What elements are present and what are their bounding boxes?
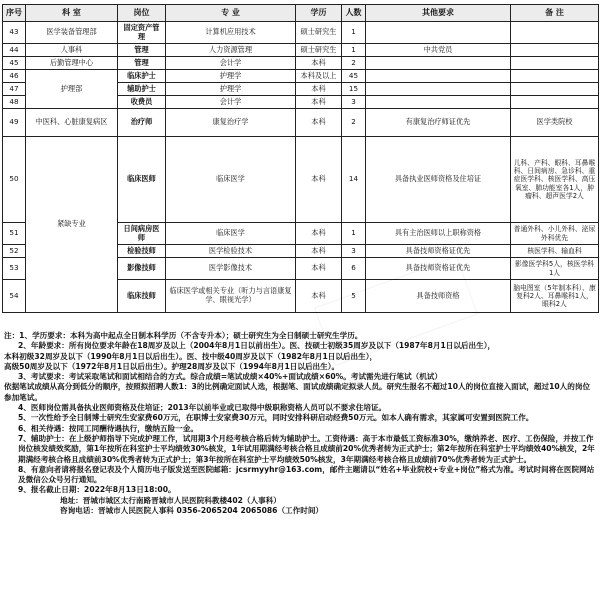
edu-cell: 本科: [296, 109, 342, 137]
count-cell: 45: [342, 70, 366, 83]
note-line: 9、报名截止日期：2022年8月13日18:00。: [18, 485, 176, 495]
row-number: 52: [3, 245, 26, 258]
header-cell: 备 注: [511, 5, 599, 22]
note-line: 4、医师岗位需具备执业医师资格及住培证；2013年以前毕业或已取得中级职称资格人员可以不要求住培证。: [18, 403, 387, 413]
edu-cell: 硕士研究生: [296, 44, 342, 57]
count-cell: 15: [342, 83, 366, 96]
row-number: 44: [3, 44, 26, 57]
note-cell: [511, 70, 599, 83]
header-cell: 科 室: [26, 5, 118, 22]
major-cell: 计算机应用技术: [166, 22, 296, 44]
major-cell: 医学影像技术: [166, 258, 296, 280]
note-line: 本科初级32周岁及以下（1990年8月1日以后出生）。医、技中级40周岁及以下（1982年8月1日以后出生），: [4, 351, 378, 361]
req-cell: 中共党员: [366, 44, 511, 57]
note-cell: [511, 57, 599, 70]
req-cell: 具备技师资格: [366, 280, 511, 313]
major-cell: 护理学: [166, 70, 296, 83]
edu-cell: 硕士研究生: [296, 22, 342, 44]
note-cell: 脑电图室（5年制本科）、康复科2人、耳鼻喉科1人，眼科2人: [511, 280, 599, 313]
dept-cell: 人事科: [26, 44, 118, 57]
row-number: 50: [3, 137, 26, 223]
note-cell: [511, 83, 599, 96]
post-cell: 辅助护士: [118, 83, 166, 96]
major-cell: 护理学: [166, 83, 296, 96]
major-cell: 康复治疗学: [166, 109, 296, 137]
edu-cell: 本科: [296, 258, 342, 280]
header-cell: 学历: [296, 5, 342, 22]
note-cell: [511, 22, 599, 44]
req-cell: 具有主治医师以上职称资格: [366, 223, 511, 245]
post-cell: 临床护士: [118, 70, 166, 83]
note-cell: 医学类院校: [511, 109, 599, 137]
row-number: 47: [3, 83, 26, 96]
req-cell: [366, 96, 511, 109]
post-cell: 影像技师: [118, 258, 166, 280]
note-cell: 核医学科、输血科: [511, 245, 599, 258]
table-row: [3, 137, 599, 223]
req-cell: 具备技师资格证优先: [366, 258, 511, 280]
table-header-row: [3, 5, 599, 22]
major-cell: 临床医学: [166, 223, 296, 245]
req-cell: [366, 22, 511, 44]
req-cell: [366, 70, 511, 83]
note-line: 6、相关待遇：按同工同酬待遇执行，缴纳五险一金。: [18, 423, 198, 433]
table-row: [3, 22, 599, 44]
count-cell: 5: [342, 280, 366, 313]
post-cell: 治疗师: [118, 109, 166, 137]
count-cell: 14: [342, 137, 366, 223]
note-line: 5、一次性给予全日制博士研究生安家费60万元，在职博士安家费30万元，同时安排科研启动经费50万元。如本人确有需求，其家属可安置到医院工作。: [18, 413, 534, 423]
major-cell: 会计学: [166, 96, 296, 109]
req-cell: [366, 83, 511, 96]
count-cell: 2: [342, 57, 366, 70]
post-cell: 管理: [118, 44, 166, 57]
note-line: 7、辅助护士：在上级护师指导下完成护理工作，试用期3个月经考核合格后转为辅助护士。工资待遇：高于本市最低工资标准30%，缴纳养老、医疗、工伤保险，并按工作岗位核发绩效奖励，第1年按所在科室护士平均绩效30%核发，1年试用期满经考核合格且成绩前20%优秀者转为正式护士；第2年按所在科室护士平均绩效40%核发，2年期满经考核合格且成绩前30%优秀者转为正式护士；第3年按所在科室护士平均绩效50%核发，3年期满经考核合格且成绩前70%优秀者转为正式护士。: [18, 433, 595, 464]
major-cell: 人力资源管理: [166, 44, 296, 57]
note-line: 2、年龄要求：所有岗位要求年龄在18周岁及以上（2004年8月1日以前出生）。医、技硕士初级35周岁及以下（1987年8月1日以后出生），: [18, 341, 496, 351]
count-cell: 1: [342, 44, 366, 57]
req-cell: 有康复治疗师证优先: [366, 109, 511, 137]
row-number: 54: [3, 280, 26, 313]
post-cell: 临床技师: [118, 280, 166, 313]
edu-cell: 本科及以上: [296, 70, 342, 83]
post-cell: 检验技师: [118, 245, 166, 258]
dept-cell: 护理部: [26, 70, 118, 109]
note-cell: [511, 96, 599, 109]
header-cell: 岗位: [118, 5, 166, 22]
note-line: 依据笔试成绩从高分到低分的顺序，按照拟招聘人数1：3的比例确定面试人选，根据笔、面试成绩确定拟录人员。研究生报名不超过10人的岗位直接入面试，超过10人的岗位参加笔试。: [4, 382, 591, 402]
post-cell: 管理: [118, 57, 166, 70]
table-row: [3, 70, 599, 83]
positions-table: [2, 4, 599, 313]
major-cell: 医学检验技术: [166, 245, 296, 258]
post-cell: 收费员: [118, 96, 166, 109]
row-number: 46: [3, 70, 26, 83]
note-cell: 影像医学科5人，核医学科1人: [511, 258, 599, 280]
major-cell: 会计学: [166, 57, 296, 70]
row-number: 49: [3, 109, 26, 137]
note-cell: [511, 44, 599, 57]
note-line: 3、考试要求：考试采取笔试和面试相结合的方式。综合成绩=笔试成绩×40%+面试成绩×60%。考试需先进行笔试（机试）: [18, 372, 442, 382]
row-number: 43: [3, 22, 26, 44]
edu-cell: 本科: [296, 245, 342, 258]
row-number: 53: [3, 258, 26, 280]
dept-cell: 紧缺专业: [26, 137, 118, 313]
dept-cell: 后勤管理中心: [26, 57, 118, 70]
req-cell: 具备技师资格证优先: [366, 245, 511, 258]
edu-cell: 本科: [296, 96, 342, 109]
req-cell: [366, 57, 511, 70]
edu-cell: 本科: [296, 57, 342, 70]
edu-cell: 本科: [296, 137, 342, 223]
note-line: 8、有意向者请将报名登记表及个人简历电子版发送至医院邮箱：jcsrmyyhr@163.com，邮件主题请以“姓名+毕业院校+专业+岗位”格式为准。考试时间将在医院网站及微信公众号另行通知。: [18, 464, 595, 485]
header-cell: 序号: [3, 5, 26, 22]
header-cell: 其他要求: [366, 5, 511, 22]
note-line: 高级50周岁及以下（1972年8月1日以后出生）。护理28周岁及以下（1994年8月1日以后出生）。: [4, 361, 340, 371]
dept-cell: 医学装备管理部: [26, 22, 118, 44]
note-cell: 儿科、产科、眼科、耳鼻喉科、日间病房、急诊科、重症医学科、核医学科、高压氧室、肺功能室各1人，肿瘤科、超声医学2人: [511, 137, 599, 223]
table-row: [3, 57, 599, 70]
major-cell: 临床医学或相关专业（听力与言语康复学、眼视光学）: [166, 280, 296, 313]
count-cell: 1: [342, 223, 366, 245]
post-cell: 固定资产管理: [118, 22, 166, 44]
header-cell: 人数: [342, 5, 366, 22]
row-number: 48: [3, 96, 26, 109]
count-cell: 1: [342, 22, 366, 44]
row-number: 51: [3, 223, 26, 245]
edu-cell: 本科: [296, 280, 342, 313]
phone-line: 咨询电话：晋城市人民医院人事科 0356-2065204 2065086（工作时间）: [60, 506, 324, 516]
post-cell: 临床医师: [118, 137, 166, 223]
row-number: 45: [3, 57, 26, 70]
count-cell: 2: [342, 109, 366, 137]
count-cell: 3: [342, 245, 366, 258]
req-cell: 具备执业医师资格及住培证: [366, 137, 511, 223]
table-row: [3, 109, 599, 137]
post-cell: 日间病房医师: [118, 223, 166, 245]
note-line: 注：1、学历要求：本科为高中起点全日制本科学历（不含专升本）；硕士研究生为全日制硕士研究生学历。: [4, 331, 363, 340]
dept-cell: 中医科、心脏康复病区: [26, 109, 118, 137]
table-row: [3, 44, 599, 57]
address-line: 地址：晋城市城区太行南路晋城市人民医院科教楼402（人事科）: [60, 495, 281, 505]
edu-cell: 本科: [296, 223, 342, 245]
count-cell: 6: [342, 258, 366, 280]
header-cell: 专 业: [166, 5, 296, 22]
notes-section: [4, 331, 596, 516]
note-cell: 普通外科、小儿外科、泌尿外科优先: [511, 223, 599, 245]
edu-cell: 本科: [296, 83, 342, 96]
major-cell: 临床医学: [166, 137, 296, 223]
count-cell: 3: [342, 96, 366, 109]
